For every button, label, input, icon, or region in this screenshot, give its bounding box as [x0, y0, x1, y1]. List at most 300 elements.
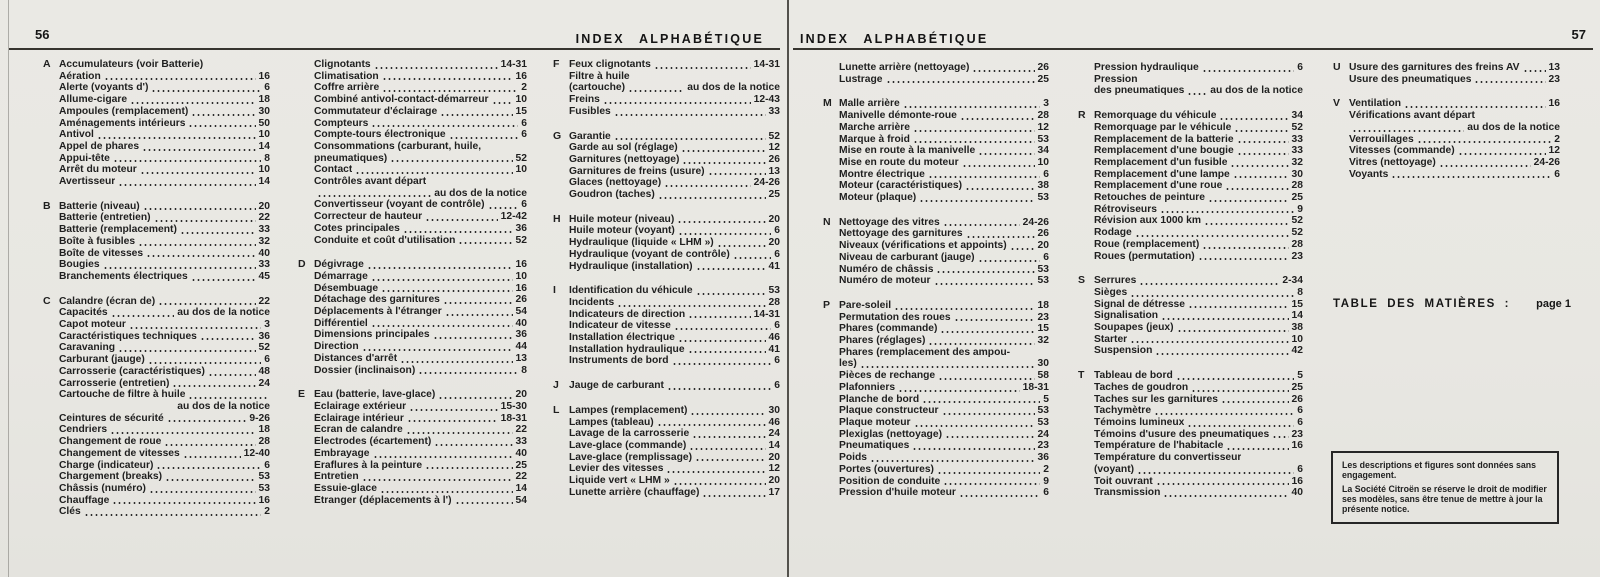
dot-leader	[1233, 176, 1289, 178]
entry-page: 20	[1037, 240, 1049, 252]
index-entry	[59, 424, 270, 436]
dot-leader	[1161, 318, 1288, 320]
entry-page: 52	[1291, 215, 1303, 227]
entry-page: 52	[768, 130, 780, 142]
entry-page: 12-40	[243, 447, 270, 459]
index-entry	[569, 285, 780, 297]
entry-page: 23	[1548, 73, 1560, 85]
entry-label: Pression d'huile moteur	[839, 487, 956, 499]
entry-label: Correcteur de hauteur	[314, 211, 423, 223]
entry-label: Capacités	[59, 307, 108, 319]
dot-leader	[934, 283, 1035, 285]
entry-label: Appel de phares	[59, 140, 140, 152]
entry-label: Jauge de carburant	[569, 380, 664, 392]
index-entry	[314, 460, 527, 472]
index-entry	[1094, 227, 1303, 239]
index-entry	[314, 164, 527, 176]
letter-heading: L	[553, 403, 560, 416]
entry-page: 38	[1037, 180, 1049, 192]
index-entry	[1094, 299, 1303, 311]
entry-page: 14	[1291, 310, 1303, 322]
index-entry	[569, 417, 780, 429]
index-entry	[839, 312, 1049, 324]
index-entry	[314, 424, 527, 436]
index-entry	[1094, 169, 1303, 181]
index-entry	[1349, 157, 1560, 169]
dot-leader	[1155, 353, 1288, 355]
entry-label: Hydraulique (voyant de contrôle)	[569, 248, 730, 260]
entry-label: Usure des pneumatiques	[1349, 73, 1472, 85]
index-entry	[839, 382, 1049, 394]
entry-label: Électrodes (écartement)	[314, 436, 432, 448]
entry-page: 32	[1291, 156, 1303, 168]
entry-page: 45	[258, 270, 270, 282]
dot-leader	[965, 188, 1035, 190]
entry-page: 16	[258, 70, 270, 82]
page-header: INDEX ALPHABÉTIQUE	[575, 32, 764, 46]
index-entry	[314, 82, 527, 94]
dot-leader	[425, 219, 498, 221]
entry-label: Carrosserie (caractéristiques)	[59, 365, 205, 377]
entry-page: 18-31	[1022, 381, 1049, 393]
index-entry	[314, 118, 527, 130]
letter-heading: E	[298, 388, 306, 401]
entry-label: Garantie	[569, 130, 611, 142]
entry-page: 33	[1291, 133, 1303, 145]
index-entry	[314, 259, 527, 271]
index-entry	[1349, 62, 1560, 74]
index-entry	[569, 142, 780, 154]
entry-page: 46	[768, 332, 780, 344]
entry-label: Remplacement de la batterie	[1094, 133, 1234, 145]
dot-leader	[922, 401, 1040, 403]
index-column	[823, 62, 1049, 512]
index-entry	[1094, 204, 1303, 216]
index-entry	[59, 212, 270, 224]
page-57	[790, 0, 1600, 577]
index-entry	[59, 271, 270, 283]
dot-leader	[1352, 130, 1464, 132]
entry-page: 2-34	[1282, 275, 1303, 287]
dot-leader	[886, 81, 1035, 83]
index-entry	[1094, 429, 1303, 441]
entry-label: Témoins lumineux	[1094, 416, 1185, 428]
entry-label: Éclairage extérieur	[314, 400, 407, 412]
entry-label: Révision aux 1000 km	[1094, 215, 1202, 227]
index-entry	[839, 169, 1049, 181]
index-entry	[839, 145, 1049, 157]
entry-page: 2	[1043, 463, 1049, 475]
entry-page: au dos de la notice	[687, 82, 780, 94]
entry-page: 6	[1554, 168, 1560, 180]
index-entry	[1094, 476, 1303, 488]
index-group	[1078, 275, 1303, 357]
index-entry	[1094, 310, 1303, 322]
entry-page: 12-43	[753, 94, 780, 106]
entry-label: Moteur (plaque)	[839, 192, 917, 204]
entry-label: Vitesses (commande)	[1349, 145, 1455, 157]
index-entry	[569, 297, 780, 309]
index-entry	[314, 223, 527, 235]
index-entry	[839, 429, 1049, 441]
entry-label: Température de l'habitacle	[1094, 440, 1224, 452]
entry-label: Remplacement d'un fusible	[1094, 156, 1228, 168]
entry-page: 26	[768, 153, 780, 165]
dot-leader	[913, 141, 1035, 143]
index-entry	[59, 307, 270, 319]
letter-heading: H	[553, 212, 561, 225]
dot-leader	[894, 308, 1034, 310]
entry-page: 52	[258, 342, 270, 354]
index-entry	[1094, 134, 1303, 146]
letter-heading: R	[1078, 109, 1086, 122]
dot-leader	[400, 361, 512, 363]
entry-page: 33	[768, 105, 780, 117]
index-entry	[839, 487, 1049, 499]
index-entry	[314, 471, 527, 483]
entry-page: 10	[515, 164, 527, 176]
entry-page: 52	[1291, 121, 1303, 133]
index-entry	[839, 370, 1049, 382]
entry-page: 53	[258, 471, 270, 483]
entry-label: Consommations (carburant, huile,	[314, 140, 482, 152]
dot-leader	[678, 233, 771, 235]
entry-page: 26	[515, 294, 527, 306]
index-column	[1333, 62, 1560, 193]
index-entry	[59, 483, 270, 495]
dot-leader	[688, 351, 766, 353]
index-entry	[1094, 157, 1303, 169]
index-entry	[569, 475, 780, 487]
entry-page: 24	[258, 377, 270, 389]
entry-label: Aménagements intérieurs	[59, 117, 186, 129]
entry-label: Marche arrière	[839, 121, 910, 133]
index-entry	[59, 164, 270, 176]
entry-page: 30	[1037, 358, 1049, 370]
entry-label: Essuie-glace	[314, 482, 377, 494]
index-entry	[59, 59, 270, 71]
dot-leader	[492, 102, 513, 104]
index-entry	[839, 358, 1049, 370]
entry-page: 18	[258, 94, 270, 106]
entry-page: 6	[774, 225, 780, 237]
dot-leader	[943, 224, 1020, 226]
dot-leader	[657, 424, 766, 426]
dot-leader	[1137, 472, 1294, 474]
index-entry	[59, 82, 270, 94]
dot-leader	[118, 184, 255, 186]
entry-label: Pneumatiques	[839, 440, 910, 452]
index-entry	[569, 82, 780, 94]
index-entry	[1094, 345, 1303, 357]
entry-label: Huile moteur (niveau)	[569, 213, 675, 225]
entry-label: des pneumatiques	[1094, 85, 1185, 97]
entry-page: 2	[264, 506, 270, 518]
index-entry	[839, 464, 1049, 476]
page-number: 57	[1571, 27, 1586, 42]
entry-page: 23	[1291, 250, 1303, 262]
entry-label: Garnitures (nettoyage)	[569, 153, 680, 165]
entry-page: 16	[515, 282, 527, 294]
dot-leader	[688, 316, 751, 318]
dot-leader	[919, 200, 1034, 202]
entry-label: Manivelle démonte-roue	[839, 110, 957, 122]
entry-label: les)	[839, 358, 857, 370]
entry-label: Montre électrique	[839, 168, 925, 180]
index-entry	[314, 94, 527, 106]
dot-leader	[488, 207, 519, 209]
dot-leader	[445, 314, 513, 316]
index-entry	[59, 319, 270, 331]
dot-leader	[165, 479, 256, 481]
entry-page: 6	[264, 354, 270, 366]
dot-leader	[1177, 330, 1289, 332]
entry-page: 34	[1037, 145, 1049, 157]
dot-leader	[374, 67, 498, 69]
dot-leader	[362, 479, 513, 481]
entry-label: Caractéristiques techniques	[59, 330, 197, 342]
index-entry	[314, 483, 527, 495]
index-entry	[569, 261, 780, 273]
entry-page: 52	[1291, 227, 1303, 239]
dot-leader	[118, 350, 255, 352]
entry-label: Clignotants	[314, 59, 371, 70]
dot-leader	[113, 160, 261, 162]
index-group	[1333, 98, 1560, 180]
entry-page: 28	[258, 436, 270, 448]
index-entry	[59, 389, 270, 401]
entry-page: 13	[1548, 62, 1560, 73]
entry-page: 16	[515, 70, 527, 82]
entry-label: Chauffage	[59, 494, 110, 506]
entry-page: 6	[521, 117, 527, 129]
entry-label: Installation hydraulique	[569, 343, 685, 355]
entry-page: 26	[1037, 62, 1049, 73]
entry-page: 23	[1037, 311, 1049, 323]
dot-leader	[954, 319, 1035, 321]
header-rule	[793, 48, 1593, 50]
entry-page: 15	[515, 105, 527, 117]
entry-label: Numéro de moteur	[839, 275, 931, 287]
dot-leader	[677, 221, 765, 223]
dot-leader	[1198, 258, 1289, 260]
entry-page: 34	[1291, 110, 1303, 122]
index-entry	[839, 98, 1049, 110]
entry-page: 10	[1037, 156, 1049, 168]
entry-label: Verrouillages	[1349, 133, 1414, 145]
entry-label: Vérifications avant départ	[1349, 110, 1475, 122]
index-entry	[1349, 98, 1560, 110]
entry-page: 18	[1037, 299, 1049, 311]
index-group	[553, 285, 780, 367]
index-entry	[59, 296, 270, 308]
dot-leader	[362, 349, 513, 351]
entry-page: 13	[768, 165, 780, 177]
dot-leader	[667, 388, 771, 390]
entry-label: Soupapes (jeux)	[1094, 322, 1174, 334]
entry-page: 6	[264, 82, 270, 94]
dot-leader	[1523, 70, 1546, 72]
dot-leader	[200, 338, 256, 340]
index-entry	[569, 332, 780, 344]
entry-label: Boîte à fusibles	[59, 235, 136, 247]
index-entry	[314, 176, 527, 188]
entry-page: 25	[1037, 73, 1049, 85]
entry-label: Carburant (jauge)	[59, 354, 145, 366]
dot-leader	[617, 305, 765, 307]
entry-label: Antivol	[59, 129, 94, 141]
index-entry	[839, 110, 1049, 122]
entry-label: Pare-soleil	[839, 299, 892, 311]
entry-label: Pièces de rechange	[839, 370, 936, 382]
entry-page: 12-42	[500, 211, 527, 223]
index-entry	[839, 405, 1049, 417]
index-entry	[839, 323, 1049, 335]
dot-leader	[1163, 495, 1288, 497]
dot-leader	[695, 459, 765, 461]
index-entry	[839, 240, 1049, 252]
index-entry	[1094, 275, 1303, 287]
dot-leader	[696, 268, 766, 270]
dot-leader	[151, 90, 261, 92]
entry-label: Lampes (remplacement)	[569, 404, 688, 416]
entry-label: Identification du véhicule	[569, 285, 693, 297]
entry-label: Convertisseur (voyant de contrôle)	[314, 199, 485, 211]
entry-label: Rétroviseurs	[1094, 203, 1157, 215]
index-entry	[1094, 145, 1303, 157]
index-entry	[839, 335, 1049, 347]
dot-leader	[449, 137, 519, 139]
index-entry	[1349, 145, 1560, 157]
entry-page: 10	[515, 94, 527, 106]
entry-label: Indicateur de vitesse	[569, 320, 671, 332]
dot-leader	[103, 267, 256, 269]
entry-label: Glaces (nettoyage)	[569, 177, 662, 189]
entry-label: Détachage des garnitures	[314, 294, 440, 306]
dot-leader	[1474, 81, 1545, 83]
dot-leader	[380, 491, 513, 493]
dot-leader	[149, 491, 256, 493]
entry-page: 54	[515, 306, 527, 318]
entry-page: 40	[515, 317, 527, 329]
dot-leader	[1404, 106, 1545, 108]
page-number: 56	[35, 27, 50, 42]
entry-label: Température du convertisseur	[1094, 452, 1242, 464]
entry-page: 36	[1037, 452, 1049, 464]
index-entry	[1094, 487, 1303, 499]
entry-page: 23	[1291, 428, 1303, 440]
entry-label: Roue (remplacement)	[1094, 238, 1200, 250]
dot-leader	[1135, 235, 1289, 237]
entry-page: 6	[1297, 416, 1303, 428]
entry-page: 28	[768, 296, 780, 308]
index-entry	[1094, 394, 1303, 406]
index-entry	[569, 380, 780, 392]
dot-leader	[381, 290, 512, 292]
entry-page: 12	[1037, 121, 1049, 133]
dot-leader	[154, 220, 256, 222]
entry-page: 38	[1291, 322, 1303, 334]
dot-leader	[913, 130, 1035, 132]
entry-label: Starter	[1094, 333, 1128, 345]
entry-label: Coffre arrière	[314, 82, 380, 94]
index-entry	[839, 74, 1049, 86]
index-entry	[569, 59, 780, 71]
entry-label: Nettoyage des garnitures	[839, 228, 963, 240]
entry-label: Hydraulique (installation)	[569, 260, 693, 272]
index-entry	[314, 129, 527, 141]
dot-leader	[191, 279, 256, 281]
entry-label: Signal de détresse	[1094, 298, 1185, 310]
notice-paragraph: La Société Citroën se réserve le droit de modifier ses modèles, sans être tenue de mettre à jour la présente notice.	[1342, 483, 1547, 515]
dot-leader	[936, 271, 1034, 273]
entry-label: Climatisation	[314, 70, 379, 82]
index-entry	[59, 401, 270, 413]
dot-leader	[903, 106, 1041, 108]
entry-label: Cartouche de filtre à huile	[59, 389, 186, 401]
entry-label: Cendriers	[59, 424, 108, 436]
entry-label: (voyant)	[1094, 463, 1135, 475]
index-group	[553, 405, 780, 499]
dot-leader	[129, 327, 261, 329]
entry-page: 6	[1043, 487, 1049, 499]
index-entry	[59, 436, 270, 448]
dot-leader	[1156, 483, 1289, 485]
entry-page: 26	[1037, 228, 1049, 240]
index-entry	[839, 452, 1049, 464]
index-entry	[1349, 122, 1560, 134]
index-entry	[314, 389, 527, 401]
dot-leader	[898, 390, 1020, 392]
dot-leader	[978, 153, 1034, 155]
entry-label: Différentiel	[314, 317, 368, 329]
entry-label: Clés	[59, 506, 81, 518]
index-entry	[569, 320, 780, 332]
index-entry	[569, 177, 780, 189]
entry-label: Lunette arrière (chauffage)	[569, 486, 700, 498]
legal-notice-box	[1331, 451, 1559, 524]
dot-leader	[1458, 153, 1546, 155]
entry-label: Pression hydraulique	[1094, 62, 1199, 73]
entry-page: 53	[1037, 405, 1049, 417]
entry-label: Ampoules (remplacement)	[59, 105, 189, 117]
dot-leader	[870, 460, 1034, 462]
entry-page: 58	[1037, 370, 1049, 382]
entry-page: 20	[768, 451, 780, 463]
entry-label: Distances d'arrêt	[314, 352, 398, 364]
index-entry	[569, 225, 780, 237]
entry-page: 17	[768, 486, 780, 498]
dot-leader	[146, 255, 255, 257]
dot-leader	[603, 102, 751, 104]
entry-label: Taches de goudron	[1094, 381, 1189, 393]
entry-label: Compte-tours électronique	[314, 129, 446, 141]
index-entry	[59, 106, 270, 118]
entry-label: Changement de vitesses	[59, 447, 180, 459]
index-entry	[59, 331, 270, 343]
index-entry	[1094, 110, 1303, 122]
entry-page: 14-31	[753, 59, 780, 70]
index-entry	[569, 309, 780, 321]
entry-page: 40	[1291, 487, 1303, 499]
index-entry	[569, 237, 780, 249]
entry-label: Marque à froid	[839, 133, 910, 145]
entry-label: Contrôles avant départ	[314, 176, 427, 188]
dot-leader	[1187, 425, 1294, 427]
entry-page: 32	[258, 235, 270, 247]
dot-leader	[978, 260, 1041, 262]
entry-label: Sièges	[1094, 286, 1128, 298]
